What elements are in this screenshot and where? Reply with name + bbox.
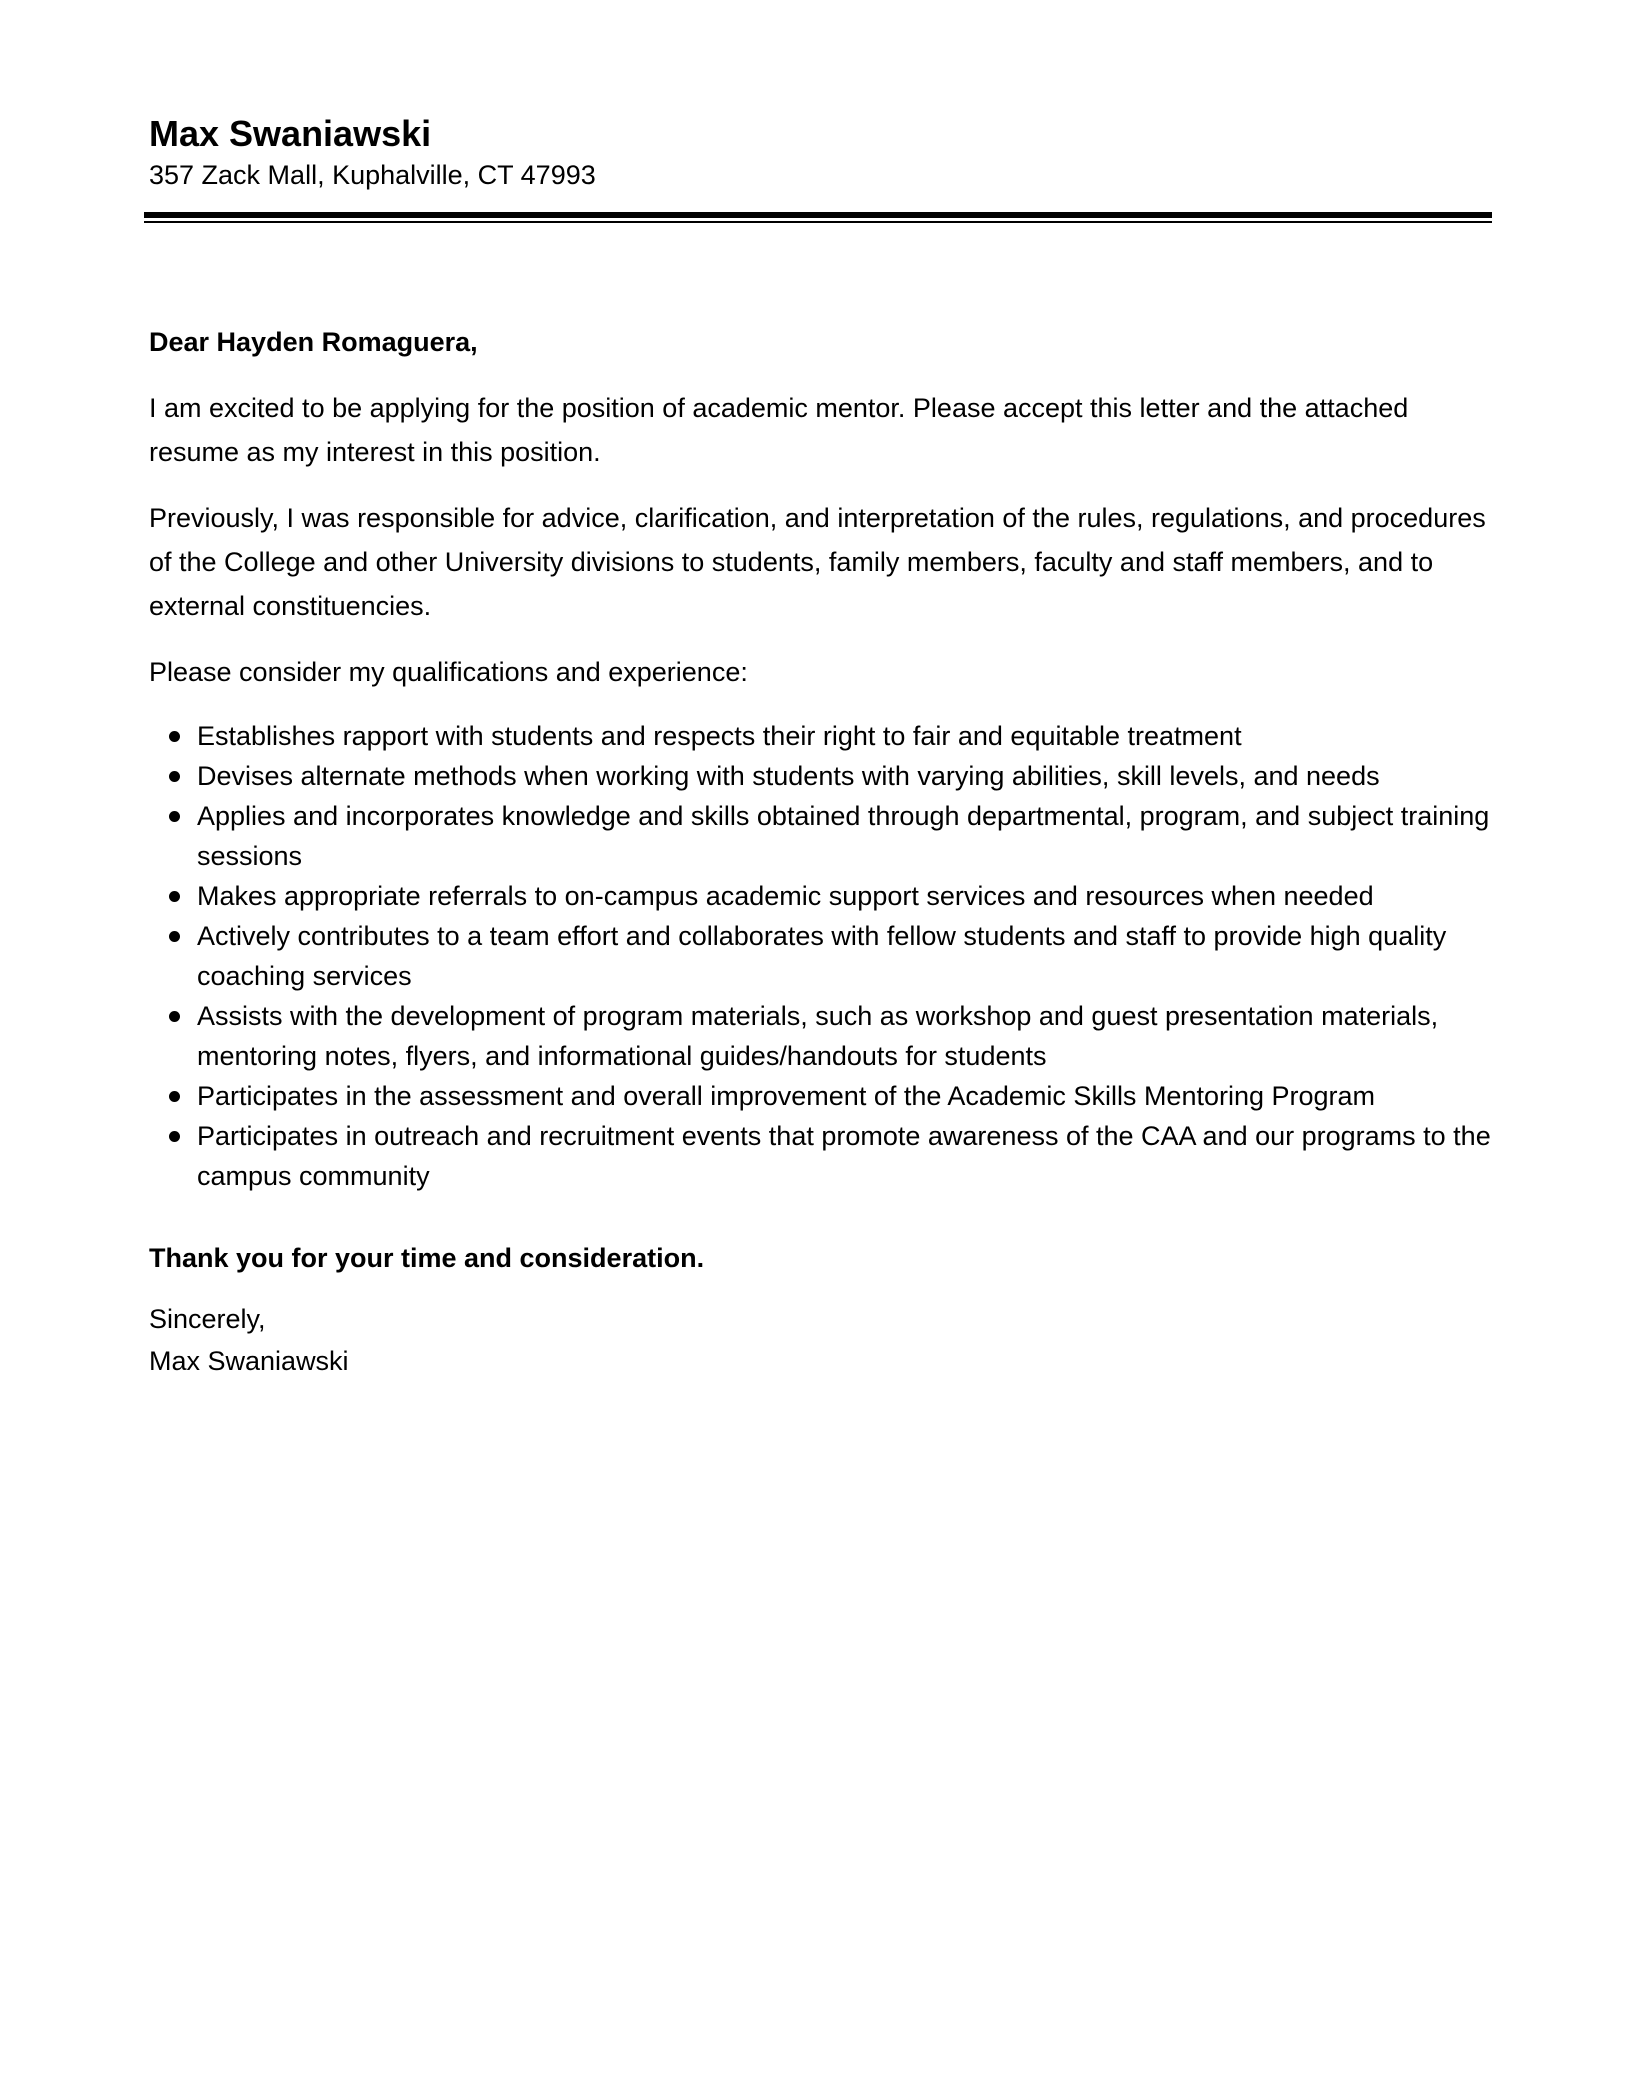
list-item-text: Participates in the assessment and overall improvement of the Academic Skills Mentoring Program: [197, 1081, 1376, 1111]
experience-paragraph: Previously, I was responsible for advice, clarification, and interpretation of the rules, regulations, and procedures of the College and other University divisions to students, family members, faculty and staff members, and to external constituencies.: [149, 503, 1486, 621]
list-item: [149, 756, 1499, 796]
bullet-icon: [169, 931, 180, 942]
list-item: [149, 996, 1499, 1076]
list-item: [149, 796, 1499, 876]
bullet-icon: [169, 771, 180, 782]
bullet-icon: [169, 731, 180, 742]
divider-thick-line: [144, 212, 1492, 218]
list-item-text: Devises alternate methods when working with students with varying abilities, skill levels, and needs: [197, 761, 1380, 791]
thanks-line: Thank you for your time and consideration.: [149, 1243, 705, 1273]
sender-name: Max Swaniawski: [149, 113, 432, 154]
closing: Sincerely,: [149, 1304, 266, 1334]
list-item-text: Assists with the development of program materials, such as workshop and guest presentation materials, mentoring notes, flyers, and informational guides/handouts for students: [197, 1001, 1439, 1071]
list-item: [149, 716, 1499, 756]
list-item: [149, 876, 1499, 916]
qualifications-list: [149, 716, 1499, 1196]
qualifications-intro: Please consider my qualifications and experience:: [149, 657, 748, 687]
salutation: Dear Hayden Romaguera,: [149, 327, 478, 357]
list-item-text: Establishes rapport with students and respects their right to fair and equitable treatment: [197, 721, 1242, 751]
letter-body: [149, 320, 1499, 1382]
list-item-text: Actively contributes to a team effort and collaborates with fellow students and staff to provide high quality coaching services: [197, 921, 1447, 991]
list-item-text: Applies and incorporates knowledge and skills obtained through departmental, program, and subject training sessions: [197, 801, 1490, 871]
intro-paragraph: I am excited to be applying for the position of academic mentor. Please accept this letter and the attached resume as my interest in this position.: [149, 393, 1409, 467]
header-divider: [144, 212, 1492, 224]
bullet-icon: [169, 1091, 180, 1102]
bullet-icon: [169, 1011, 180, 1022]
letter-header: [149, 112, 1489, 194]
list-item-text: Makes appropriate referrals to on-campus academic support services and resources when needed: [197, 881, 1374, 911]
list-item: [149, 916, 1499, 996]
divider-thin-line: [144, 221, 1492, 223]
bullet-icon: [169, 891, 180, 902]
bullet-icon: [169, 811, 180, 822]
list-item: [149, 1076, 1499, 1116]
sender-address: 357 Zack Mall, Kuphalville, CT 47993: [149, 160, 596, 190]
list-item: [149, 1116, 1499, 1196]
signature-name: Max Swaniawski: [149, 1346, 349, 1376]
list-item-text: Participates in outreach and recruitment events that promote awareness of the CAA and our programs to the campus community: [197, 1121, 1491, 1191]
bullet-icon: [169, 1131, 180, 1142]
